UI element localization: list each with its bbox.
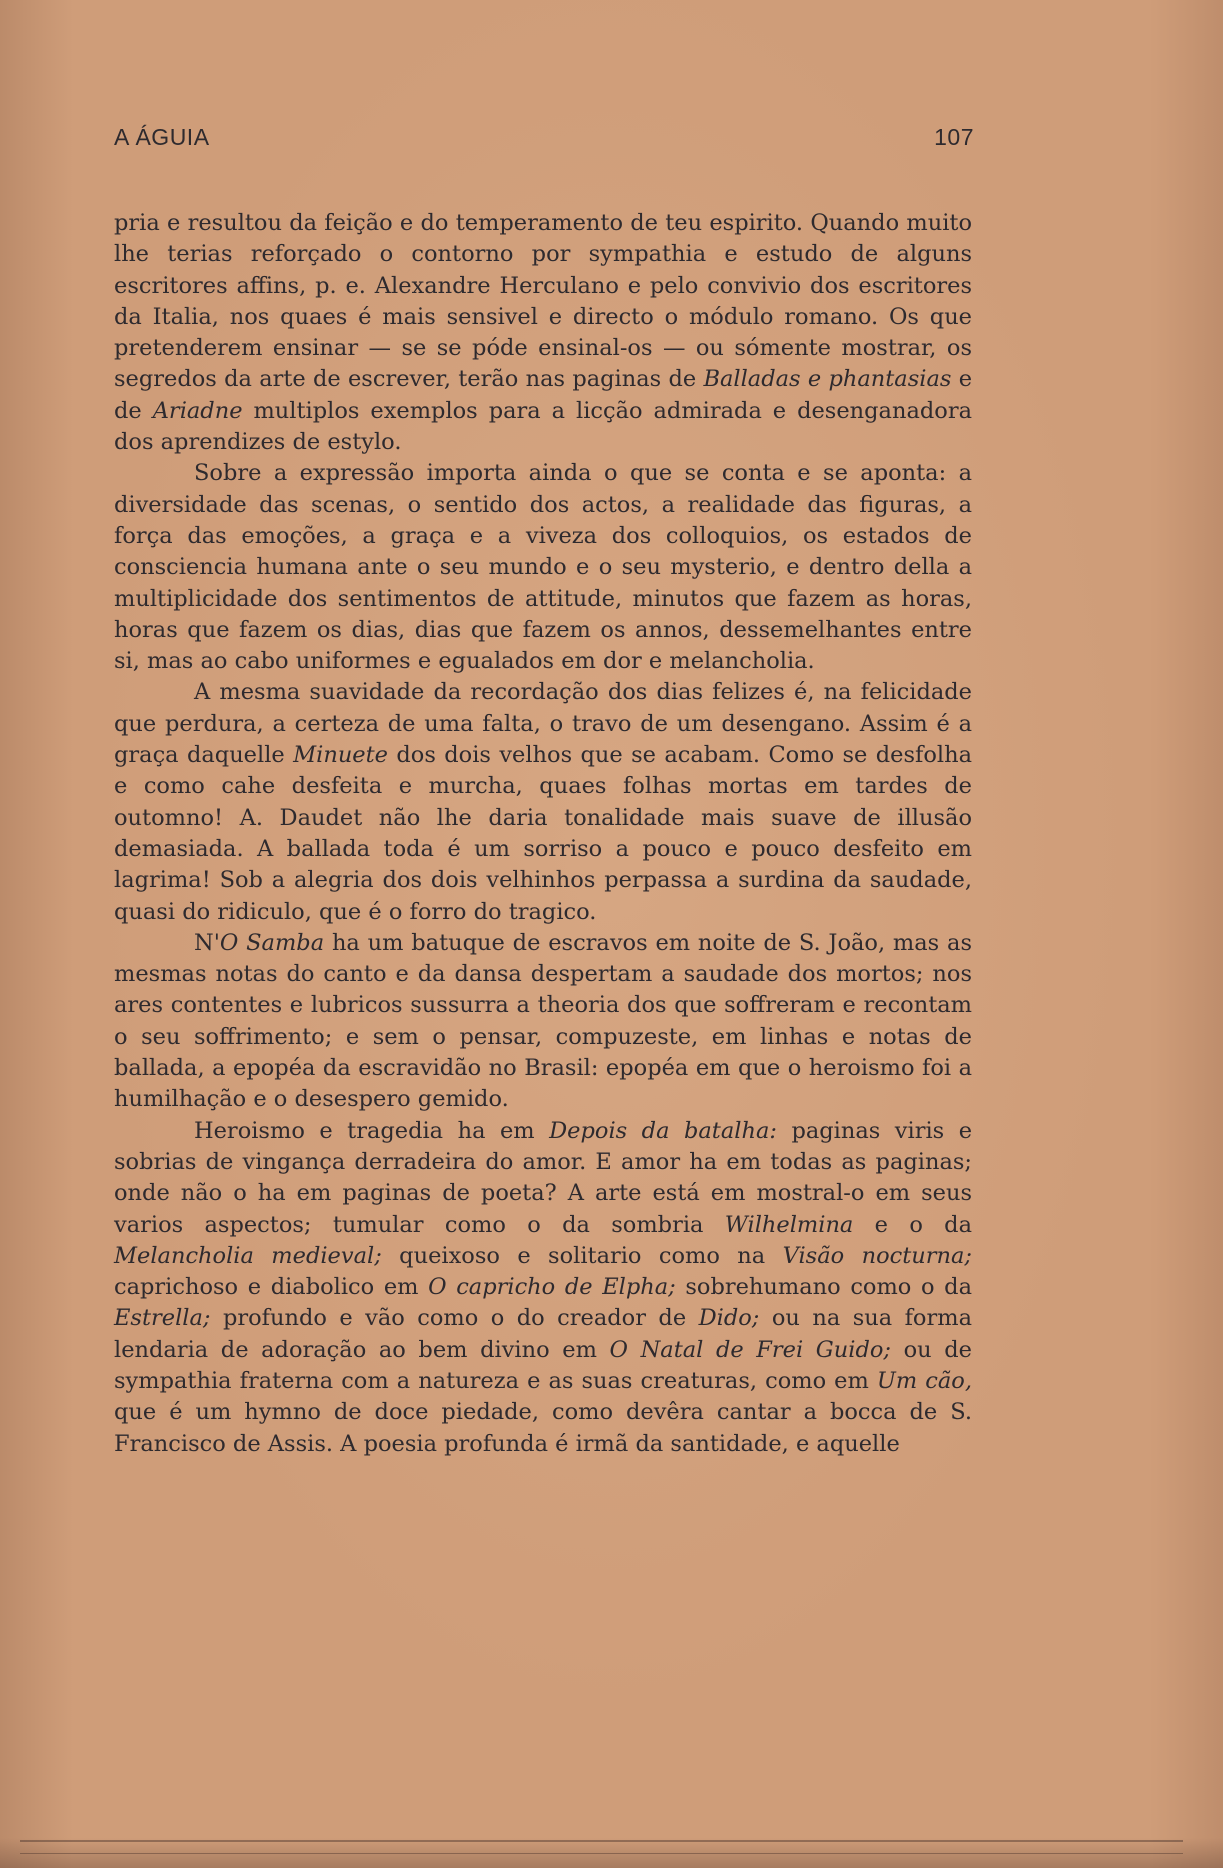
body-text: [114, 208, 972, 1460]
page-bottom-edge: [0, 1838, 1223, 1868]
text-run: ha um batuque de escravos em noite de S. João, mas as mesmas notas do canto e da dansa despertam a saudade dos mortos; nos ares contentes e lubricos sussurra a theoria dos que soffreram e recontam o seu soffrimento; e sem o pensar, compuzeste, em linhas e notas de ballada, a epopéa da escravidão no Brasil: epopéa em que o heroismo foi a humilhação e o desespero gemido.: [114, 929, 972, 1113]
paragraph-5: [114, 1116, 972, 1460]
text-run: paginas viris e sobrias de vingança derradeira do amor. E amor ha em todas as paginas; onde não o ha em paginas de poeta? A arte está em mostral-o em seus varios aspectos; tumular como o da sombria: [114, 1117, 973, 1238]
paragraph-3: [114, 677, 972, 927]
paragraph-2: [114, 458, 972, 677]
text-run: pria e resultou da feição e do temperamento de teu espirito. Quando muito lhe terias reforçado o contorno por sympathia e estudo de alguns escritores affins, p. e. Alexandre Herculano e pelo convivio dos escritores da Italia, nos quaes é mais sensivel e directo o módulo romano. Os que pretenderem ensinar — se se póde ensinal-os — ou sómente mostrar, os segredos da arte de escrever, terão nas paginas de: [114, 210, 972, 393]
italic-title: Minuete: [293, 742, 388, 769]
italic-title: Ariadne: [152, 397, 243, 424]
text-run: ou na sua forma lendaria de adoração ao bem divino em: [114, 1305, 972, 1363]
text-run: e de: [114, 366, 973, 424]
italic-title: O capricho de Elpha;: [428, 1274, 676, 1301]
text-run: queixoso e solitario como na: [381, 1242, 783, 1269]
running-title: A ÁGUIA: [114, 124, 210, 150]
page-number: 107: [934, 124, 974, 150]
italic-title: Visão nocturna;: [782, 1242, 972, 1269]
text-run: que é um hymno de doce piedade, como devêra cantar a bocca de S. Francisco de Assis. A poesia profunda é irmã da santidade, e aquelle: [114, 1399, 972, 1457]
paragraph-4: [114, 928, 972, 1116]
italic-title: Balladas e phantasias: [703, 366, 952, 393]
italic-title: O Natal de Frei Guido;: [609, 1336, 891, 1363]
italic-title: Dido;: [698, 1305, 760, 1332]
italic-title: Um cão,: [876, 1367, 972, 1394]
italic-title: Melancholia medieval;: [114, 1242, 382, 1269]
text-run: A mesma suavidade da recordação dos dias felizes é, na felicidade que perdura, a certeza de uma falta, o travo de um desengano. Assim é a graça daquelle: [114, 679, 972, 769]
text-run: ou de sympathia fraterna com a natureza e as suas creaturas, como em: [114, 1336, 972, 1394]
text-run: e o da: [853, 1211, 973, 1238]
text-run: Sobre a expressão importa ainda o que se conta e se aponta: a diversidade das scenas, o sentido dos actos, a realidade das figuras, a força das emoções, a graça e a viveza dos colloquios, os estados de consciencia humana ante o seu mundo e o seu mysterio, e dentro della a multiplicidade dos sentimentos de attitude, minutos que fazem as horas, horas que fazem os dias, dias que fazem os annos, dessemelhantes entre si, mas ao cabo uniformes e egualados em dor e melancholia.: [114, 460, 972, 675]
text-run: multiplos exemplos para a licção admirada e desenganadora dos aprendizes de estylo.: [114, 397, 972, 456]
page-header: [114, 124, 974, 154]
text-run: sobrehumano como o da: [675, 1274, 972, 1301]
text-run: caprichoso e diabolico em: [114, 1274, 429, 1301]
italic-title: Wilhelmina: [724, 1211, 854, 1238]
italic-title: O Samba: [219, 929, 325, 956]
text-run: profundo e vão como o do creador de: [210, 1305, 699, 1332]
paragraph-1: [114, 208, 972, 458]
text-run: N': [194, 929, 220, 956]
italic-title: Depois da batalha:: [549, 1117, 777, 1144]
text-run: dos dois velhos que se acabam. Como se desfolha e como cahe desfeita e murcha, quaes folhas mortas em tardes de outomno! A. Daudet não lhe daria tonalidade mais suave de illusão demasiada. A ballada toda é um sorriso a pouco e pouco desfeito em lagrima! Sob a alegria dos dois velhinhos perpassa a surdina da saudade, quasi do ridiculo, que é o forro do tragico.: [114, 742, 972, 925]
italic-title: Estrella;: [114, 1305, 211, 1332]
text-run: Heroismo e tragedia ha em: [194, 1117, 550, 1144]
